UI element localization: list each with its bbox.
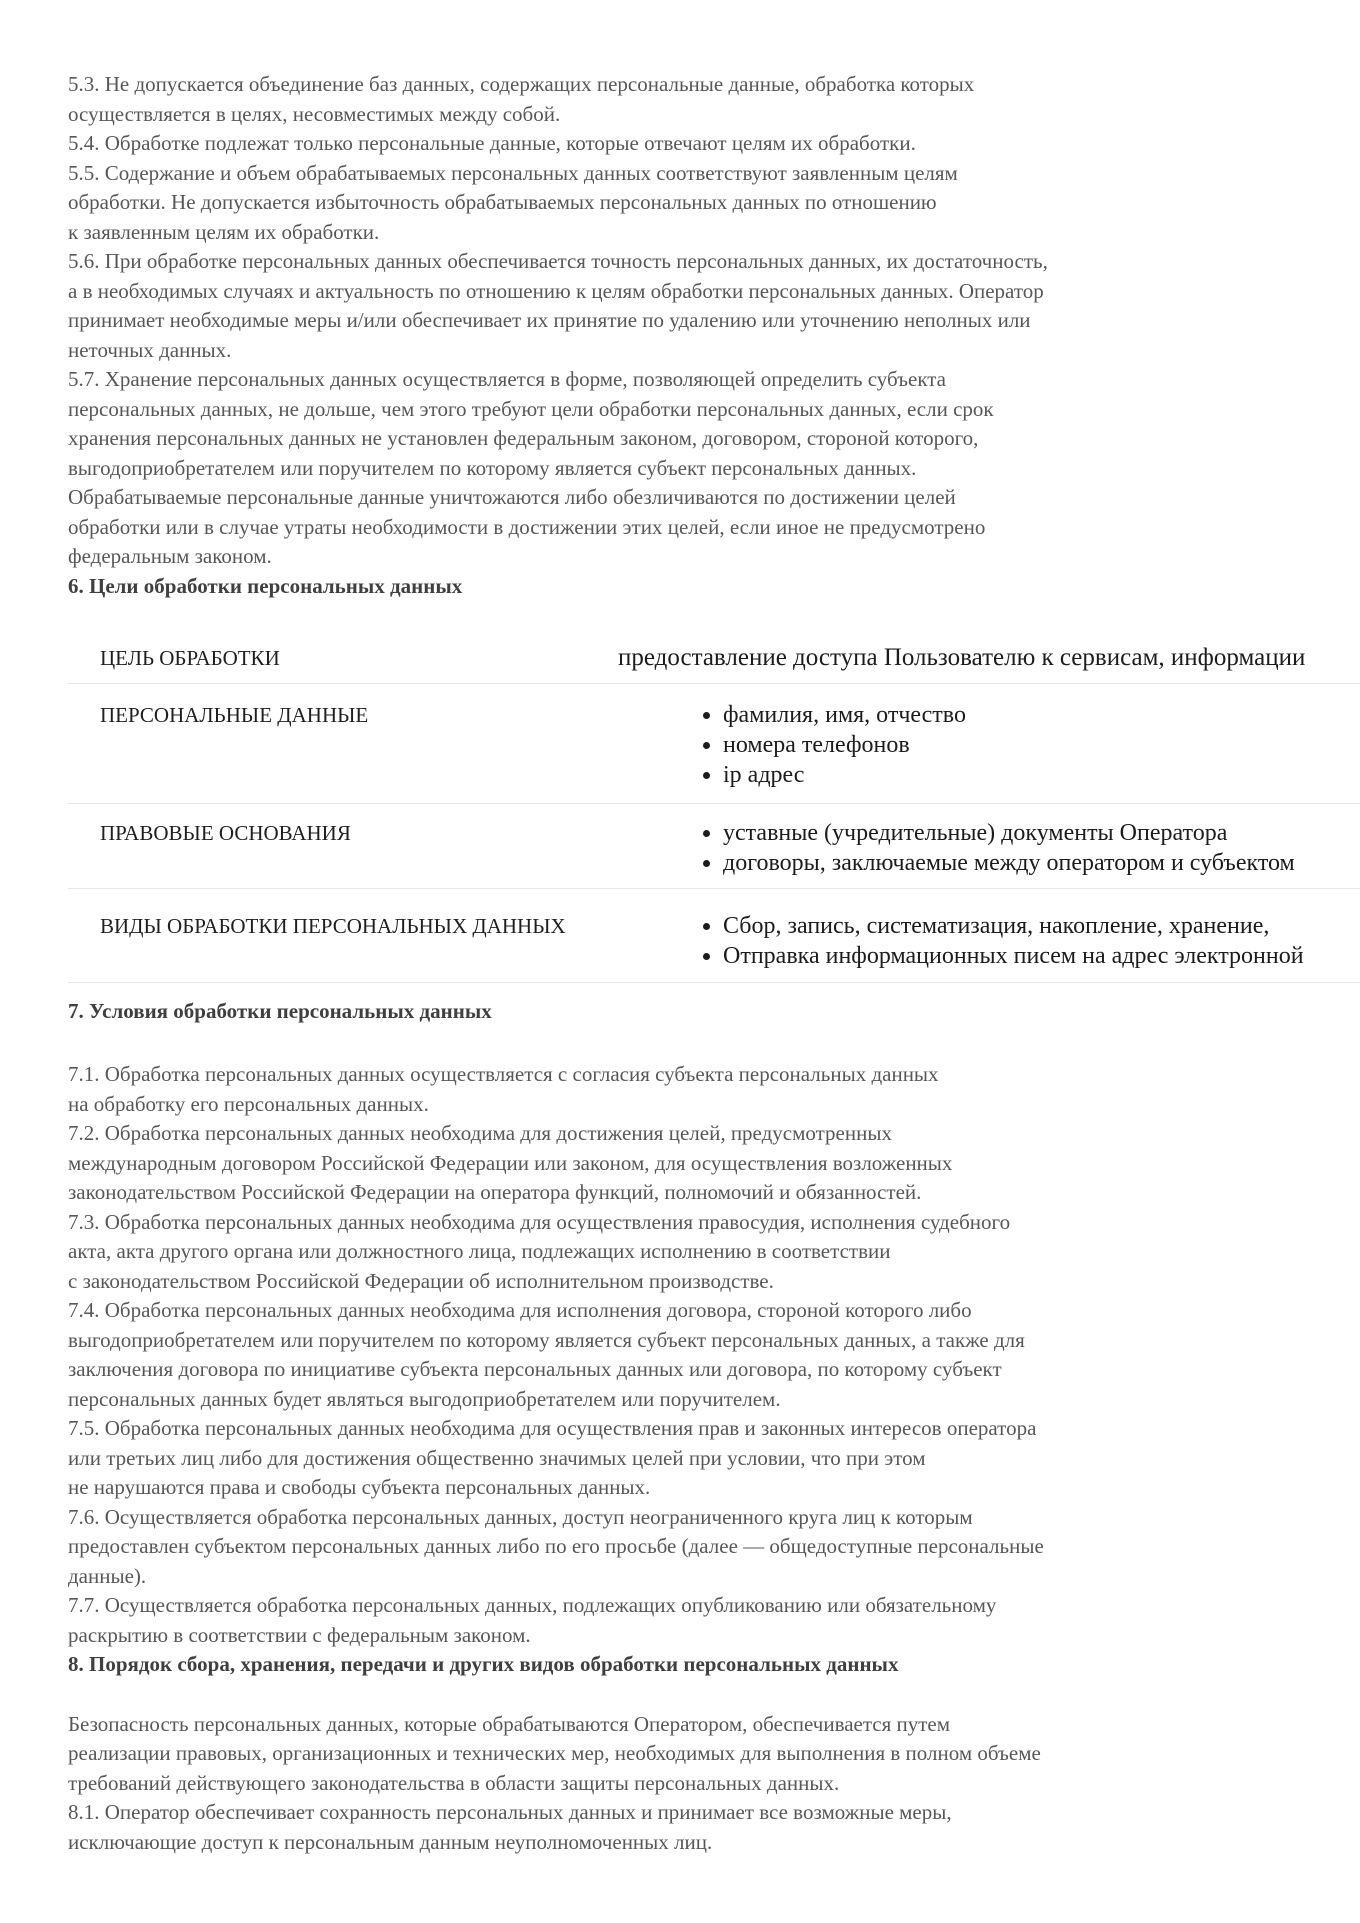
policy-text-line: осуществляется в целях, несовместимых между собой. (68, 101, 561, 126)
policy-text-line: хранения персональных данных не установлен федеральным законом, договором, стороной которого, (68, 426, 979, 450)
policy-text-line: заключения договора по инициативе субъекта персональных данных или договора, по которому субъект (68, 1357, 1002, 1381)
policy-text-line: Обрабатываемые персональные данные уничтожаются либо обезличиваются по достижении целей (68, 485, 956, 509)
policy-text-line: с законодательством Российской Федерации об исполнительном производстве. (68, 1268, 774, 1293)
policy-text-line: требований действующего законодательства в области защиты персональных данных. (68, 1770, 840, 1795)
table-cell-legal-grounds (608, 803, 1360, 888)
policy-text-line: 5.3. Не допускается объединение баз данных, содержащих персональные данные, обработка которых (68, 72, 975, 96)
table-cell-processing-purpose (608, 621, 1360, 683)
policy-text-line: неточных данных. (68, 337, 232, 362)
policy-text-line: выгодоприобретателем или поручителем по которому является субъект персональных данных, а также для (68, 1327, 1025, 1352)
policy-text-line: не нарушаются права и свободы субъекта персональных данных. (68, 1475, 651, 1499)
policy-text-line: принимает необходимые меры и/или обеспечивает их принятие по удалению или уточнению неполных или (68, 308, 1031, 332)
table-label-legal-grounds: ПРАВОВЫЕ ОСНОВАНИЯ (68, 803, 608, 888)
bullet-item: • уставные (учредительные) документы Оператора (723, 818, 1360, 848)
policy-text-line: обработки. Не допускается избыточность обрабатываемых персональных данных по отношению (68, 190, 937, 214)
section-8-paragraphs (68, 1710, 1360, 1858)
policy-text-line: 7.3. Обработка персональных данных необходима для осуществления правосудия, исполнения судебного (68, 1209, 1011, 1234)
policy-text-line: обработки или в случае утраты необходимости в достижении этих целей, если иное не предусмотрено (68, 514, 986, 539)
table-cell-processing-types (608, 888, 1360, 982)
table-label-processing-purpose: ЦЕЛЬ ОБРАБОТКИ (68, 621, 608, 683)
policy-text-line: 7.1. Обработка персональных данных осуществляется с согласия субъекта персональных данных (68, 1062, 939, 1086)
section-7-paragraphs (68, 1060, 1360, 1650)
table-cell-personal-data (608, 683, 1360, 803)
bullet-item: • договоры, заключаемые между оператором и субъектом (723, 848, 1360, 878)
policy-text-line: Безопасность персональных данных, которые обрабатываются Оператором, обеспечивается путем (68, 1711, 951, 1736)
policy-text-line: 7.4. Обработка персональных данных необходима для исполнения договора, стороной которого либо (68, 1298, 972, 1322)
heading-section-6: 6. Цели обработки персональных данных (68, 573, 463, 598)
personal-data-bullet-list (618, 700, 1360, 790)
policy-text-line: а в необходимых случаях и актуальность по отношению к целям обработки персональных данных. Оператор (68, 278, 1044, 303)
policy-text-line: 7.7. Осуществляется обработка персональных данных, подлежащих опубликованию или обязательному (68, 1593, 997, 1617)
policy-text-line: 5.4. Обработке подлежат только персональные данные, которые отвечают целям их обработки. (68, 131, 916, 155)
policy-text-line: данные). (68, 1563, 147, 1588)
policy-text-line: 7.6. Осуществляется обработка персональных данных, доступ неограниченного круга лиц к которым (68, 1504, 973, 1529)
table-row-legal-grounds (68, 803, 1360, 888)
policy-text-line: 8.1. Оператор обеспечивает сохранность персональных данных и принимает все возможные меры, (68, 1800, 952, 1824)
policy-text-line: или третьих лиц либо для достижения общественно значимых целей при условии, что при этом (68, 1445, 926, 1470)
policy-text-line: выгодоприобретателем или поручителем по которому является субъект персональных данных. (68, 455, 917, 480)
heading-section-8: 8. Порядок сбора, хранения, передачи и других видов обработки персональных данных (68, 1652, 899, 1676)
bullet-item: • ip адрес (723, 760, 1360, 790)
policy-text-line: акта, акта другого органа или должностного лица, подлежащих исполнению в соответствии (68, 1239, 891, 1263)
bullet-item: • Отправка информационных писем на адрес электронной (723, 941, 1360, 971)
table-label-processing-types: ВИДЫ ОБРАБОТКИ ПЕРСОНАЛЬНЫХ ДАННЫХ (68, 888, 608, 982)
policy-text-line: федеральным законом. (68, 544, 272, 568)
policy-text-line: 7.5. Обработка персональных данных необходима для осуществления прав и законных интересов оператора (68, 1416, 1037, 1440)
heading-section-7: 7. Условия обработки персональных данных (68, 998, 492, 1023)
processing-purposes-table (68, 621, 1360, 983)
processing-purpose-value: предоставление доступа Пользователю к сервисам, информации (618, 644, 1306, 671)
policy-text-line: законодательством Российской Федерации на оператора функций, полномочий и обязанностей. (68, 1180, 922, 1204)
policy-text-line: персональных данных будет являться выгодоприобретателем или поручителем. (68, 1386, 781, 1411)
table-row-personal-data (68, 683, 1360, 803)
policy-text-line: реализации правовых, организационных и технических мер, необходимых для выполнения в полном объеме (68, 1741, 1041, 1765)
bullet-item: • фамилия, имя, отчество (723, 700, 1360, 730)
bullet-item: • Сбор, запись, систематизация, накопление, хранение, (723, 911, 1360, 941)
table-row-processing-purpose (68, 621, 1360, 683)
policy-text-line: на обработку его персональных данных. (68, 1091, 429, 1116)
bullet-item: • номера телефонов (723, 730, 1360, 760)
policy-text-line: к заявленным целям их обработки. (68, 219, 380, 244)
policy-text-line: предоставлен субъектом персональных данных либо по его просьбе (далее — общедоступные персональные (68, 1534, 1044, 1558)
section-5-paragraphs (68, 70, 1360, 572)
table-label-personal-data: ПЕРСОНАЛЬНЫЕ ДАННЫЕ (68, 683, 608, 803)
table-row-processing-types (68, 888, 1360, 982)
policy-text-line: исключающие доступ к персональным данным неуполномоченных лиц. (68, 1829, 713, 1854)
policy-text-line: 5.7. Хранение персональных данных осуществляется в форме, позволяющей определить субъекта (68, 367, 947, 391)
policy-text-line: раскрытию в соответствии с федеральным законом. (68, 1622, 531, 1647)
policy-text-line: 5.6. При обработке персональных данных обеспечивается точность персональных данных, их достаточность, (68, 249, 1048, 273)
policy-text-line: 5.5. Содержание и объем обрабатываемых персональных данных соответствуют заявленным целям (68, 160, 958, 185)
policy-text-line: международным договором Российской Федерации или законом, для осуществления возложенных (68, 1150, 953, 1175)
policy-text-line: персональных данных, не дольше, чем этого требуют цели обработки персональных данных, если срок (68, 396, 994, 421)
legal-grounds-bullet-list (618, 818, 1360, 878)
processing-types-bullet-list (618, 911, 1360, 971)
policy-text-line: 7.2. Обработка персональных данных необходима для достижения целей, предусмотренных (68, 1121, 892, 1145)
